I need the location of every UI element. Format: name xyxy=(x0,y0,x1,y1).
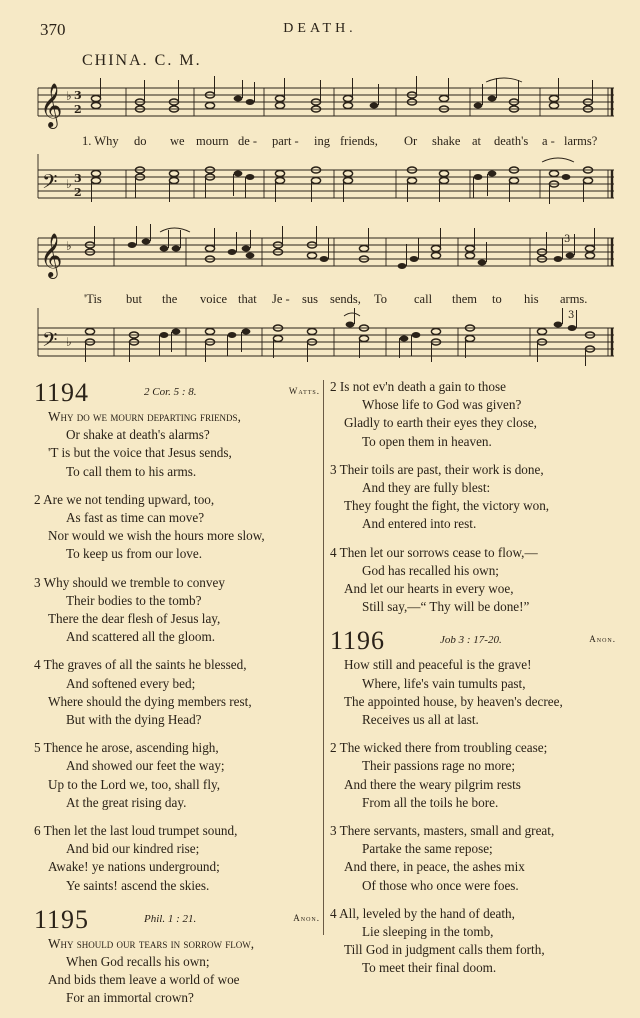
verse-line: 4 All, leveled by the hand of death, xyxy=(330,905,515,921)
lyric-syllable: ing xyxy=(314,134,330,148)
stanza xyxy=(34,739,324,812)
music-system-1 xyxy=(34,74,618,199)
verse-line: 'T is but the voice that Jesus sends, xyxy=(48,445,232,461)
verse-line: And bids them leave a world of woe xyxy=(48,972,240,988)
svg-text:𝄢: 𝄢 xyxy=(42,328,58,356)
svg-text:♭: ♭ xyxy=(66,335,72,349)
lyric-syllable: do xyxy=(134,134,147,148)
triplet-mark: 3 xyxy=(568,310,575,321)
verse-line: Gladly to earth their eyes they close, xyxy=(344,415,537,431)
tune-name: CHINA. C. M. xyxy=(82,52,202,69)
svg-text:3: 3 xyxy=(74,172,82,185)
lyric-syllable: them xyxy=(452,292,477,306)
verse-line: Whose life to God was given? xyxy=(362,397,522,413)
stanza xyxy=(330,378,620,451)
stanza xyxy=(34,574,324,647)
svg-text:♭: ♭ xyxy=(66,89,72,103)
verse-line: God has recalled his own; xyxy=(362,562,499,578)
lyric-syllable: voice xyxy=(200,292,228,306)
lyric-syllable: part - xyxy=(272,134,299,148)
verse-line: And they are fully blest: xyxy=(362,480,491,496)
verse-line: 6 Then let the last loud trumpet sound, xyxy=(34,823,238,839)
verse-line: Where should the dying members rest, xyxy=(48,693,252,709)
stanza xyxy=(34,491,324,564)
verse-line: 4 Then let our sorrows cease to flow,— xyxy=(330,544,538,560)
verse-line: Nor would we wish the hours more slow, xyxy=(48,528,265,544)
lyric-syllable: Je - xyxy=(272,292,290,306)
verse-line: At the great rising day. xyxy=(66,794,187,810)
verse-line: How still and peaceful is the grave! xyxy=(344,657,532,673)
verse-line: But with the dying Head? xyxy=(66,712,202,728)
lyric-syllable: sends, xyxy=(330,292,361,306)
page-number: 370 xyxy=(40,20,66,39)
verse-line: Why should our tears in sorrow flow, xyxy=(48,935,255,951)
lyric-syllable: that xyxy=(238,292,257,306)
verse-line: 4 The graves of all the saints he blessed, xyxy=(34,657,247,673)
verse-line: Till God in judgment calls them forth, xyxy=(344,942,545,958)
music-staff-treble-2 xyxy=(34,222,618,286)
lyric-syllable: at xyxy=(472,134,482,148)
verse-line: And scattered all the gloom. xyxy=(66,629,216,645)
verse-line: To keep us from our love. xyxy=(66,546,203,562)
verse-line: And bid our kindred rise; xyxy=(66,841,200,857)
verse-line: They fought the fight, the victory won, xyxy=(344,498,550,514)
lyric-syllable: his xyxy=(524,292,539,306)
lyric-syllable: Or xyxy=(404,134,418,148)
lyric-syllable: de - xyxy=(238,134,258,148)
verse-line: Receives us all at last. xyxy=(362,712,479,728)
svg-text:𝄢: 𝄢 xyxy=(42,170,58,198)
svg-text:♭: ♭ xyxy=(66,177,72,191)
verse-line: For an immortal crown? xyxy=(66,990,194,1006)
verse-line: There the dear flesh of Jesus lay, xyxy=(48,611,221,627)
triplet-mark: 3 xyxy=(564,234,571,245)
verse-line: And entered into rest. xyxy=(362,516,477,532)
verse-line: Lie sleeping in the tomb, xyxy=(362,924,494,940)
stanza xyxy=(34,935,324,1008)
lyric-syllable: but xyxy=(126,292,142,306)
column-left xyxy=(34,378,324,1018)
verse-line: Their passions rage no more; xyxy=(362,758,516,774)
lyric-syllable: arms. xyxy=(560,292,588,306)
verse-line: Up to the Lord we, too, shall fly, xyxy=(48,776,221,792)
scripture-reference: 2 Cor. 5 : 8. xyxy=(144,386,197,398)
stanza xyxy=(34,822,324,895)
column-right xyxy=(330,378,620,988)
verse-line: 3 Why should we tremble to convey xyxy=(34,574,225,590)
svg-text:𝄞: 𝄞 xyxy=(40,83,63,127)
verse-line: And let our hearts in every woe, xyxy=(344,581,514,597)
stanza xyxy=(330,656,620,729)
stanza xyxy=(34,408,324,481)
stanza xyxy=(330,461,620,534)
lyric-syllable: larms? xyxy=(564,134,598,148)
verse-line: Partake the same repose; xyxy=(362,841,493,857)
verse-line: Where, life's vain tumults past, xyxy=(362,675,526,691)
verse-line: Awake! ye nations underground; xyxy=(48,859,220,875)
lyric-syllable: we xyxy=(170,134,185,148)
running-head: DEATH. xyxy=(283,21,357,36)
verse-line: 3 There servants, masters, small and great, xyxy=(330,823,555,839)
verse-line: Of those who once were foes. xyxy=(362,877,519,893)
lyric-syllable: To xyxy=(374,292,388,306)
scripture-reference: Job 3 : 17-20. xyxy=(440,634,502,647)
lyric-syllable: mourn xyxy=(196,134,229,148)
verse-line: And showed our feet the way; xyxy=(66,758,225,774)
verse-line: Their bodies to the tomb? xyxy=(66,592,202,608)
lyric-syllable: death's xyxy=(494,134,529,148)
svg-text:♭: ♭ xyxy=(66,239,72,253)
stanza xyxy=(330,905,620,978)
music-staff-treble-1 xyxy=(34,74,618,134)
verse-line: 2 Are we not tending upward, too, xyxy=(34,491,215,507)
stanza xyxy=(330,544,620,617)
verse-line: And there, in peace, the ashes mix xyxy=(344,859,525,875)
lyric-syllable: sus xyxy=(302,292,318,306)
music-staff-bass-1 xyxy=(34,154,618,214)
svg-text:𝄞: 𝄞 xyxy=(40,233,63,277)
hymn-1194-heading xyxy=(34,378,324,408)
verse-line: Still say,—“ Thy will be done!” xyxy=(362,599,530,615)
hymn-1196-heading xyxy=(330,626,620,656)
verse-line: As fast as time can move? xyxy=(66,510,205,526)
stanza xyxy=(34,656,324,729)
hymn-author: Anon. xyxy=(293,912,320,923)
stanza xyxy=(330,739,620,812)
hymn-author: Watts. xyxy=(288,386,320,396)
svg-text:2: 2 xyxy=(74,103,82,116)
hymn-number: 1194 xyxy=(34,378,90,407)
verse-line: To open them in heaven. xyxy=(362,433,492,449)
verse-line: 5 Thence he arose, ascending high, xyxy=(34,740,219,756)
verse-line: 2 Is not ev'n death a gain to those xyxy=(330,379,506,394)
lyric-syllable: a - xyxy=(542,134,555,148)
hymn-number: 1196 xyxy=(330,626,386,656)
lyric-syllable: friends, xyxy=(340,134,378,148)
music-system-2 xyxy=(34,222,618,356)
lyric-syllable: 1. Why xyxy=(82,134,119,148)
verse-line: Why do we mourn departing friends, xyxy=(48,409,241,424)
verse-line: And softened every bed; xyxy=(66,675,196,691)
verse-line: To meet their final doom. xyxy=(362,960,497,976)
verse-line: When God recalls his own; xyxy=(66,954,210,970)
verse-line: 2 The wicked there from troubling cease; xyxy=(330,740,548,756)
stanza xyxy=(330,822,620,895)
lyric-syllable: 'Tis xyxy=(84,292,102,306)
verse-line: The appointed house, by heaven's decree, xyxy=(344,693,563,709)
hymn-author: Anon. xyxy=(589,634,616,645)
verse-line: Or shake at death's alarms? xyxy=(66,427,210,443)
hymn-number: 1195 xyxy=(34,904,90,934)
lyric-syllable: shake xyxy=(432,134,461,148)
lyric-syllable: call xyxy=(414,292,433,306)
hymn-1195-heading xyxy=(34,905,324,935)
verse-line: 3 Their toils are past, their work is done, xyxy=(330,461,544,477)
scripture-reference: Phil. 1 : 21. xyxy=(144,912,197,925)
verse-line: From all the toils he bore. xyxy=(362,794,499,810)
svg-text:2: 2 xyxy=(74,186,82,199)
lyrics-line-1 xyxy=(34,134,618,152)
lyric-syllable: to xyxy=(492,292,502,306)
music-staff-bass-2 xyxy=(34,308,618,368)
verse-line: To call them to his arms. xyxy=(66,463,197,479)
verse-line: And there the weary pilgrim rests xyxy=(344,776,521,792)
lyric-syllable: the xyxy=(162,292,178,306)
svg-text:3: 3 xyxy=(74,89,82,102)
verse-line: Ye saints! ascend the skies. xyxy=(66,877,210,893)
